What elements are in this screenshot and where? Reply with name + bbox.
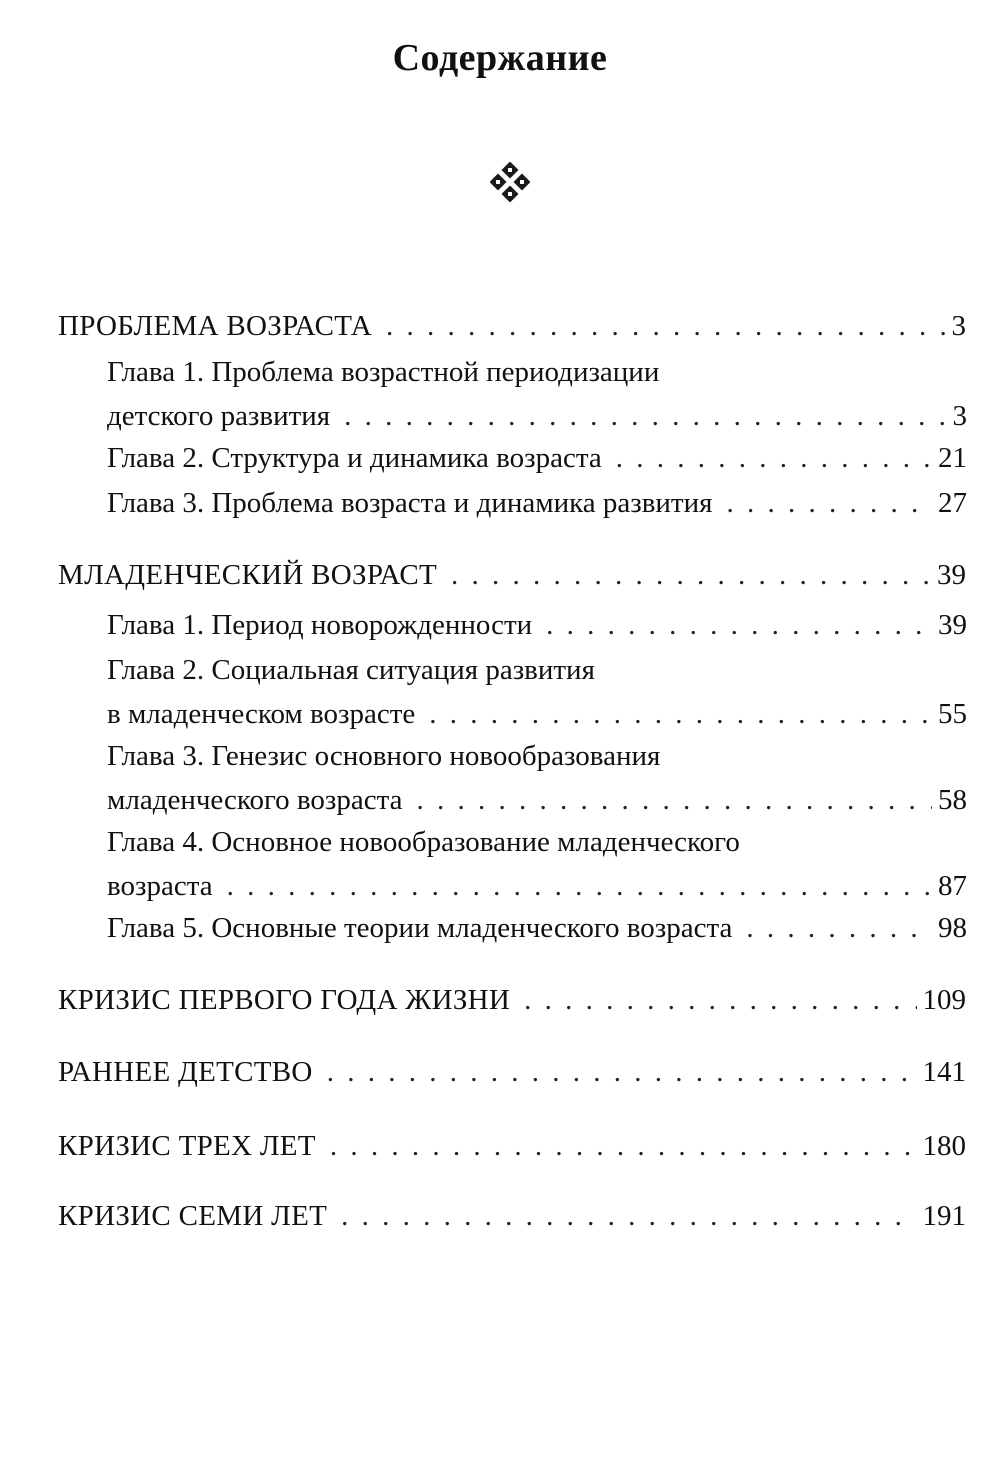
toc-chapter-title-continued: возраста bbox=[107, 870, 213, 902]
toc-chapter-title: Глава 1. Проблема возрастной периодизации bbox=[107, 356, 660, 388]
toc-section[interactable] bbox=[58, 553, 966, 597]
toc-section[interactable] bbox=[58, 1050, 966, 1094]
toc-page-number: 109 bbox=[922, 984, 966, 1016]
dot-leader bbox=[524, 978, 916, 1022]
toc-chapter-title-continued: младенческого возраста bbox=[107, 784, 403, 816]
toc-page-number: 191 bbox=[922, 1200, 966, 1232]
dot-leader bbox=[546, 603, 932, 647]
toc-page-number: 27 bbox=[938, 487, 967, 519]
dot-leader bbox=[330, 1124, 917, 1168]
toc-chapter[interactable] bbox=[107, 734, 967, 822]
toc-page-number: 98 bbox=[938, 912, 967, 944]
toc-chapter[interactable] bbox=[107, 481, 967, 525]
toc-page-number: 3 bbox=[952, 400, 967, 432]
dot-leader bbox=[451, 553, 931, 597]
toc-chapter-title-continued: в младенческом возрасте bbox=[107, 698, 416, 730]
toc-chapter-title: Глава 1. Период новорожденности bbox=[107, 609, 533, 641]
toc-chapter-title: Глава 4. Основное новообразование младенческого bbox=[107, 826, 740, 858]
dot-leader bbox=[327, 1050, 917, 1094]
toc-page-number: 87 bbox=[938, 870, 967, 902]
toc-section-title: КРИЗИС ТРЕХ ЛЕТ bbox=[58, 1130, 316, 1162]
dot-leader bbox=[386, 304, 945, 348]
toc-section-title: КРИЗИС ПЕРВОГО ГОДА ЖИЗНИ bbox=[58, 984, 511, 1016]
toc-section[interactable] bbox=[58, 978, 966, 1022]
dot-leader bbox=[746, 906, 932, 950]
toc-page-number: 58 bbox=[938, 784, 967, 816]
dot-leader bbox=[417, 778, 932, 822]
toc-chapter-title: Глава 2. Структура и динамика возраста bbox=[107, 442, 602, 474]
toc-page-number: 39 bbox=[938, 609, 967, 641]
dot-leader bbox=[341, 1194, 916, 1238]
toc-chapter-title-continued: детского развития bbox=[107, 400, 331, 432]
toc-section[interactable] bbox=[58, 304, 966, 348]
toc-page-number: 180 bbox=[922, 1130, 966, 1162]
toc-chapter-title: Глава 5. Основные теории младенческого возраста bbox=[107, 912, 733, 944]
toc-section-title: КРИЗИС СЕМИ ЛЕТ bbox=[58, 1200, 328, 1232]
toc-page-number: 3 bbox=[951, 310, 966, 342]
toc-section-title: ПРОБЛЕМА ВОЗРАСТА bbox=[58, 310, 373, 342]
toc-section-title: РАННЕЕ ДЕТСТВО bbox=[58, 1056, 313, 1088]
toc-chapter[interactable] bbox=[107, 906, 967, 950]
dot-leader bbox=[344, 394, 946, 438]
toc-page-number: 55 bbox=[938, 698, 967, 730]
toc-section[interactable] bbox=[58, 1194, 966, 1238]
toc-chapter-title: Глава 3. Генезис основного новообразования bbox=[107, 740, 661, 772]
toc-chapter[interactable] bbox=[107, 350, 967, 438]
toc-page-number: 39 bbox=[937, 559, 966, 591]
ornament-icon bbox=[490, 162, 530, 202]
toc-chapter-title: Глава 3. Проблема возраста и динамика развития bbox=[107, 487, 713, 519]
page-title: Содержание bbox=[392, 37, 608, 79]
toc-page-number: 141 bbox=[922, 1056, 966, 1088]
toc-chapter[interactable] bbox=[107, 436, 967, 480]
dot-leader bbox=[616, 436, 932, 480]
dot-leader bbox=[726, 481, 932, 525]
toc-chapter[interactable] bbox=[107, 648, 967, 736]
toc-chapter-title: Глава 2. Социальная ситуация развития bbox=[107, 654, 595, 686]
toc-section[interactable] bbox=[58, 1124, 966, 1168]
toc-section-title: МЛАДЕНЧЕСКИЙ ВОЗРАСТ bbox=[58, 559, 438, 591]
dot-leader bbox=[227, 864, 932, 908]
toc-page-number: 21 bbox=[938, 442, 967, 474]
toc-chapter[interactable] bbox=[107, 820, 967, 908]
toc-chapter[interactable] bbox=[107, 603, 967, 647]
dot-leader bbox=[429, 692, 932, 736]
